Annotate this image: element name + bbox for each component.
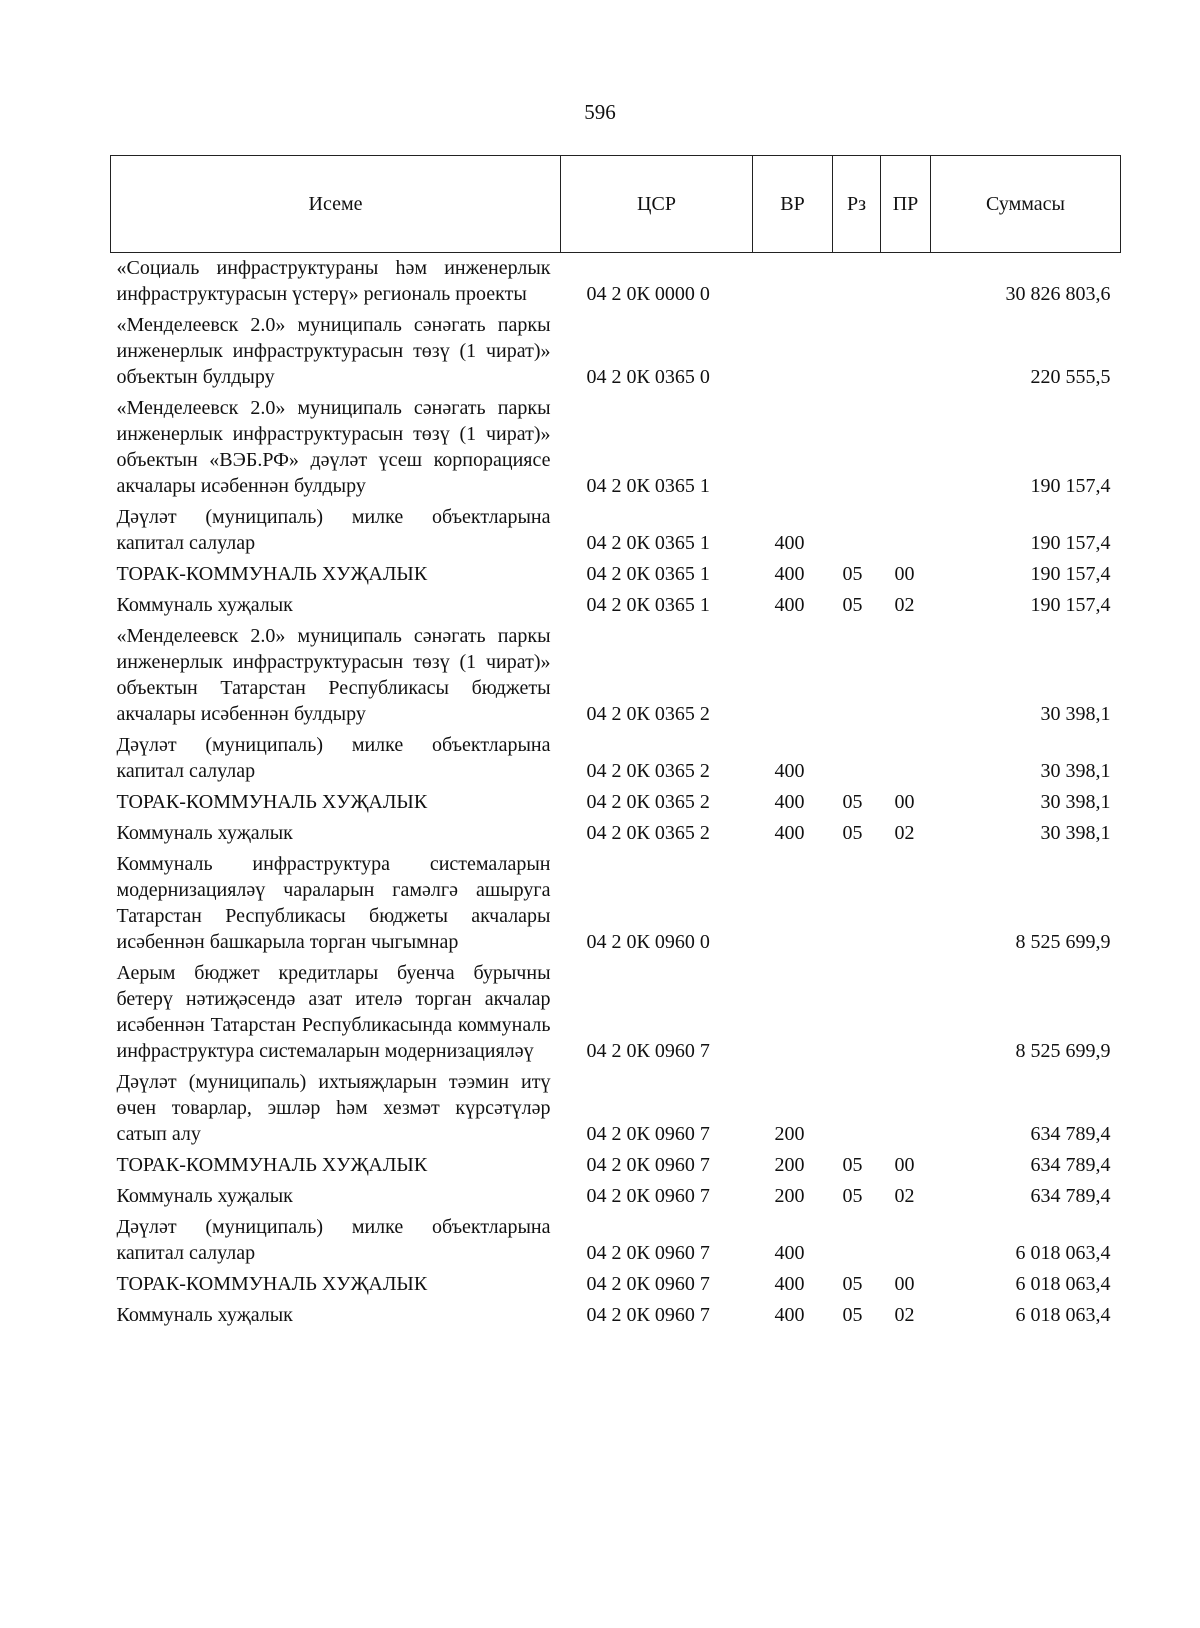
header-pr: ПР — [881, 156, 931, 253]
cell-rz: 05 — [842, 1304, 863, 1326]
table-row — [111, 1212, 1121, 1269]
cell-name: «Менделеевск 2.0» муниципаль сәнәгать паркы инженерлык инфраструктурасын төзү (1 чират)» объектын булдыру — [116, 314, 551, 388]
cell-name: «Менделеевск 2.0» муниципаль сәнәгать паркы инженерлык инфраструктурасын төзү (1 чират)» объектын Татарстан Республикасы бюджеты акчалары исәбеннән булдыру — [116, 625, 551, 725]
cell-rz — [833, 1067, 881, 1150]
table-row — [111, 730, 1121, 787]
table-row — [111, 590, 1121, 621]
table-header — [111, 156, 1121, 253]
header-rz: Рз — [833, 156, 881, 253]
cell-csr: 04 2 0К 0365 2 — [586, 822, 710, 844]
cell-vr: 400 — [774, 563, 805, 585]
cell-name: ТОРАК-КОММУНАЛЬ ХУҖАЛЫК — [116, 1273, 428, 1295]
cell-name: Аерым бюджет кредитлары буенча бурычны бетерү нәтиҗәсендә азат ителә торган акчалар исәбеннән Татарстан Республикасында коммуналь инфраструктура системаларын модернизацияләү — [116, 962, 551, 1062]
cell-vr — [753, 621, 833, 730]
cell-sum: 190 157,4 — [1030, 594, 1111, 616]
cell-csr: 04 2 0К 0365 2 — [586, 791, 710, 813]
cell-pr — [881, 393, 931, 502]
cell-vr — [753, 310, 833, 393]
cell-sum: 6 018 063,4 — [1015, 1304, 1111, 1326]
budget-table — [110, 155, 1121, 1331]
cell-vr: 400 — [774, 822, 805, 844]
cell-csr: 04 2 0К 0000 0 — [586, 283, 710, 305]
cell-rz — [833, 502, 881, 559]
table-row — [111, 393, 1121, 502]
cell-name: Коммуналь хуҗалык — [116, 594, 293, 616]
table-row — [111, 958, 1121, 1067]
cell-sum: 634 789,4 — [1030, 1154, 1111, 1176]
cell-csr: 04 2 0К 0960 0 — [586, 931, 710, 953]
cell-csr: 04 2 0К 0960 7 — [586, 1304, 710, 1326]
cell-sum: 30 826 803,6 — [1005, 283, 1111, 305]
table-row — [111, 849, 1121, 958]
cell-vr: 400 — [774, 1304, 805, 1326]
table-row — [111, 621, 1121, 730]
cell-csr: 04 2 0К 0365 1 — [586, 594, 710, 616]
cell-csr: 04 2 0К 0960 7 — [586, 1185, 710, 1207]
cell-pr — [881, 310, 931, 393]
cell-name: ТОРАК-КОММУНАЛЬ ХУҖАЛЫК — [116, 1154, 428, 1176]
cell-sum: 190 157,4 — [1030, 563, 1111, 585]
cell-vr — [753, 253, 833, 311]
cell-pr — [881, 730, 931, 787]
table-row — [111, 818, 1121, 849]
cell-pr — [881, 253, 931, 311]
cell-name: Дәүләт (муниципаль) ихтыяҗларын тәэмин итү өчен товарлар, эшләр һәм хезмәт күрсәтүләр сатып алу — [116, 1071, 551, 1145]
cell-name: ТОРАК-КОММУНАЛЬ ХУҖАЛЫК — [116, 563, 428, 585]
cell-pr — [881, 1067, 931, 1150]
cell-name: Коммуналь инфраструктура системаларын модернизацияләү чараларын гамәлгә ашыруга Татарстан Республикасы бюджеты акчалары исәбеннән башкарыла торган чыгымнар — [116, 853, 551, 953]
table-row — [111, 1067, 1121, 1150]
cell-sum: 8 525 699,9 — [1015, 931, 1111, 953]
cell-vr: 400 — [774, 760, 805, 782]
header-sum: Суммасы — [931, 156, 1121, 253]
cell-csr: 04 2 0К 0365 1 — [586, 563, 710, 585]
header-name: Исеме — [111, 156, 561, 253]
cell-rz: 05 — [842, 1154, 863, 1176]
cell-rz: 05 — [842, 563, 863, 585]
cell-name: «Социаль инфраструктураны һәм инженерлык инфраструктурасын үстерү» региональ проекты — [116, 257, 551, 305]
table-row — [111, 1181, 1121, 1212]
cell-name: Коммуналь хуҗалык — [116, 1185, 293, 1207]
cell-csr: 04 2 0К 0365 1 — [586, 475, 710, 497]
cell-vr — [753, 958, 833, 1067]
cell-pr: 00 — [894, 1154, 915, 1176]
cell-csr: 04 2 0К 0960 7 — [586, 1273, 710, 1295]
cell-name: ТОРАК-КОММУНАЛЬ ХУҖАЛЫК — [116, 791, 428, 813]
cell-vr — [753, 849, 833, 958]
cell-pr — [881, 621, 931, 730]
cell-rz: 05 — [842, 822, 863, 844]
header-row — [111, 156, 1121, 253]
cell-vr: 400 — [774, 594, 805, 616]
cell-rz: 05 — [842, 791, 863, 813]
cell-sum: 30 398,1 — [1040, 822, 1111, 844]
cell-pr — [881, 1212, 931, 1269]
cell-pr — [881, 958, 931, 1067]
cell-sum: 220 555,5 — [1030, 366, 1111, 388]
cell-rz — [833, 1212, 881, 1269]
cell-rz — [833, 730, 881, 787]
cell-csr: 04 2 0К 0365 2 — [586, 760, 710, 782]
cell-name: Коммуналь хуҗалык — [116, 1304, 293, 1326]
cell-vr: 400 — [774, 532, 805, 554]
cell-rz — [833, 849, 881, 958]
table-row — [111, 1150, 1121, 1181]
cell-pr — [881, 849, 931, 958]
cell-vr: 400 — [774, 1273, 805, 1295]
cell-pr: 02 — [894, 1185, 915, 1207]
cell-csr: 04 2 0К 0365 1 — [586, 532, 710, 554]
table-row — [111, 559, 1121, 590]
header-csr: ЦСР — [561, 156, 753, 253]
cell-name: Коммуналь хуҗалык — [116, 822, 293, 844]
cell-name: Дәүләт (муниципаль) милке объектларына капитал салулар — [116, 734, 551, 782]
cell-pr: 02 — [894, 594, 915, 616]
table-row — [111, 787, 1121, 818]
cell-rz — [833, 310, 881, 393]
cell-rz — [833, 621, 881, 730]
cell-sum: 190 157,4 — [1030, 532, 1111, 554]
cell-name: Дәүләт (муниципаль) милке объектларына капитал салулар — [116, 506, 551, 554]
cell-sum: 634 789,4 — [1030, 1185, 1111, 1207]
cell-name: «Менделеевск 2.0» муниципаль сәнәгать паркы инженерлык инфраструктурасын төзү (1 чират)» объектын «ВЭБ.РФ» дәүләт үсеш корпорациясе акчалары исәбеннән булдыру — [116, 397, 551, 497]
cell-rz: 05 — [842, 1185, 863, 1207]
cell-pr: 00 — [894, 563, 915, 585]
cell-pr — [881, 502, 931, 559]
cell-rz — [833, 253, 881, 311]
cell-pr: 02 — [894, 822, 915, 844]
header-vr: ВР — [753, 156, 833, 253]
cell-pr: 00 — [894, 791, 915, 813]
cell-rz: 05 — [842, 1273, 863, 1295]
table-body — [111, 253, 1121, 1332]
cell-name: Дәүләт (муниципаль) милке объектларына капитал салулар — [116, 1216, 551, 1264]
cell-sum: 190 157,4 — [1030, 475, 1111, 497]
cell-sum: 30 398,1 — [1040, 760, 1111, 782]
cell-rz — [833, 958, 881, 1067]
cell-vr: 400 — [774, 791, 805, 813]
cell-vr: 200 — [774, 1185, 805, 1207]
cell-rz — [833, 393, 881, 502]
table-row — [111, 310, 1121, 393]
cell-vr — [753, 393, 833, 502]
cell-sum: 30 398,1 — [1040, 791, 1111, 813]
cell-sum: 634 789,4 — [1030, 1123, 1111, 1145]
cell-csr: 04 2 0К 0365 2 — [586, 703, 710, 725]
cell-sum: 30 398,1 — [1040, 703, 1111, 725]
cell-pr: 00 — [894, 1273, 915, 1295]
cell-csr: 04 2 0К 0960 7 — [586, 1154, 710, 1176]
cell-sum: 6 018 063,4 — [1015, 1242, 1111, 1264]
cell-rz: 05 — [842, 594, 863, 616]
table-row — [111, 1300, 1121, 1331]
cell-csr: 04 2 0К 0960 7 — [586, 1123, 710, 1145]
table-row — [111, 502, 1121, 559]
cell-csr: 04 2 0К 0365 0 — [586, 366, 710, 388]
cell-sum: 6 018 063,4 — [1015, 1273, 1111, 1295]
cell-vr: 400 — [774, 1242, 805, 1264]
cell-csr: 04 2 0К 0960 7 — [586, 1040, 710, 1062]
cell-pr: 02 — [894, 1304, 915, 1326]
table-row — [111, 1269, 1121, 1300]
cell-vr: 200 — [774, 1123, 805, 1145]
page-number: 596 — [584, 100, 616, 124]
cell-vr: 200 — [774, 1154, 805, 1176]
cell-csr: 04 2 0К 0960 7 — [586, 1242, 710, 1264]
table-row — [111, 253, 1121, 311]
cell-sum: 8 525 699,9 — [1015, 1040, 1111, 1062]
